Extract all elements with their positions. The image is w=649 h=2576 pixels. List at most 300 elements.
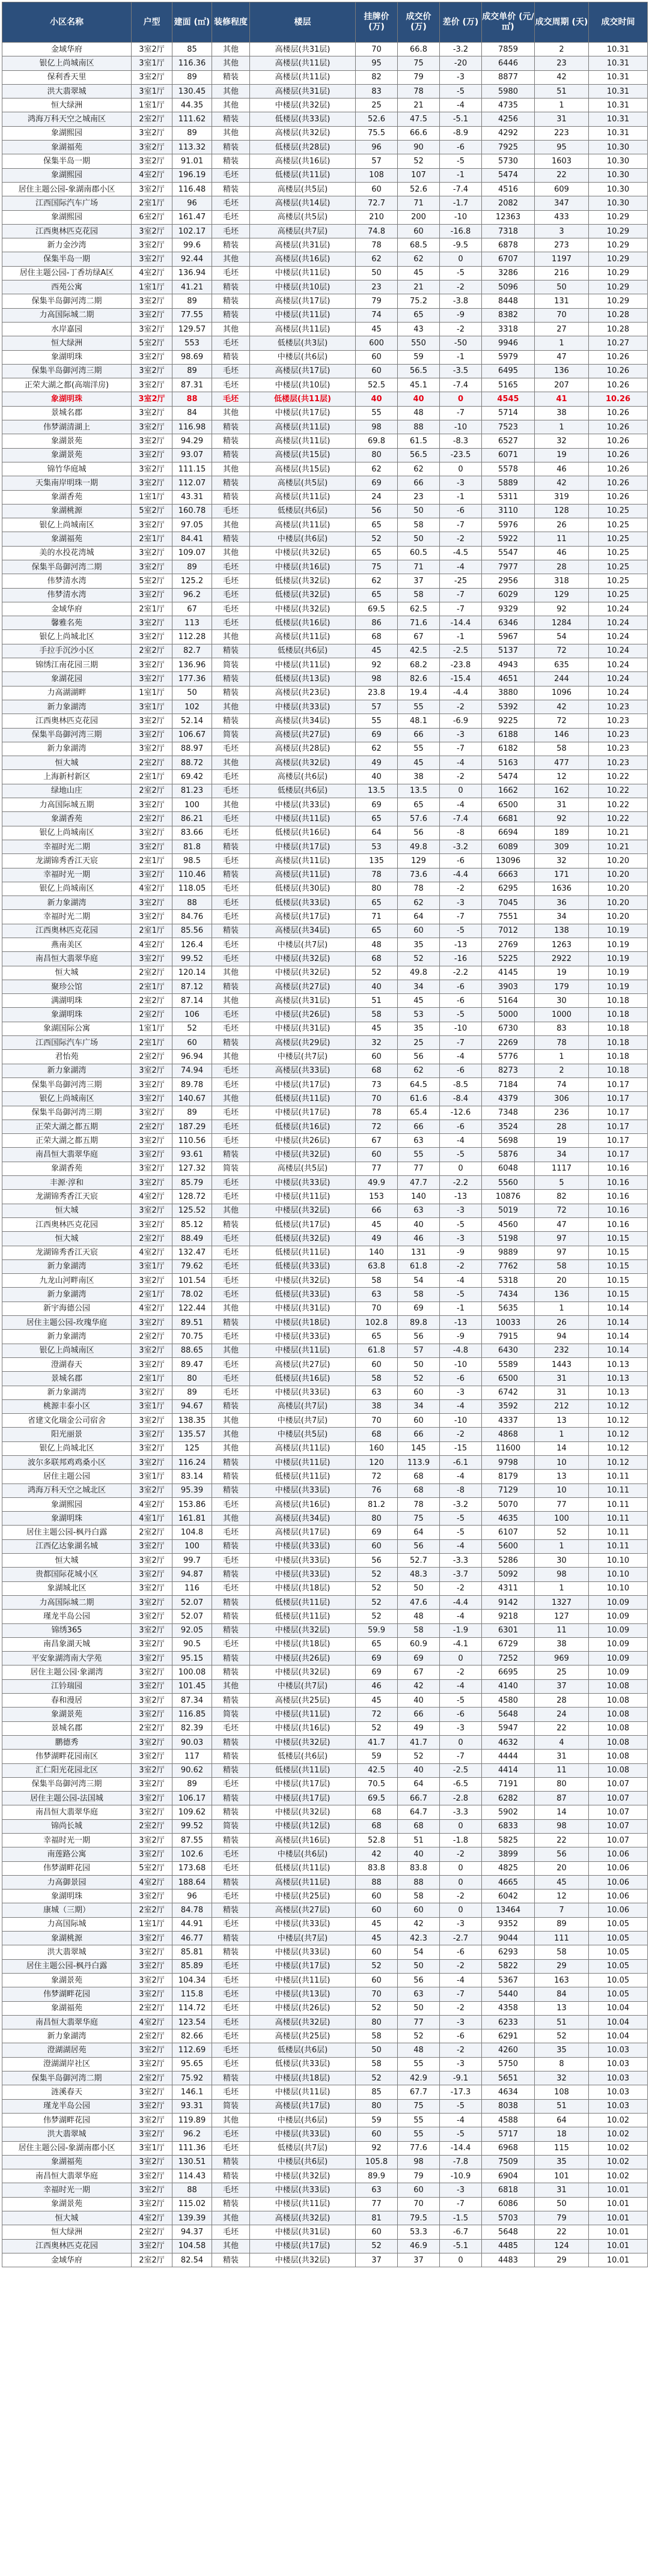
table-cell: -1	[440, 350, 482, 364]
table-cell: -1.8	[440, 1834, 482, 1847]
table-cell: 52.14	[172, 714, 212, 728]
table-cell: 高楼层(共6层)	[250, 770, 356, 784]
table-cell: 居住主题公园-丁香坊绿A区	[2, 266, 132, 280]
table-cell: 3室2厅	[132, 392, 172, 406]
table-cell: 中楼层(共7层)	[250, 938, 356, 952]
table-row	[2, 141, 648, 154]
table-cell: 93.07	[172, 448, 212, 462]
table-cell: 10.08	[589, 1679, 648, 1693]
table-cell: 10.07	[589, 1777, 648, 1791]
table-cell: 82.39	[172, 1721, 212, 1735]
table-cell: 83	[535, 1022, 589, 1035]
table-cell: 118.05	[172, 882, 212, 896]
table-cell: -8.3	[440, 434, 482, 448]
table-cell: 3室1厅	[132, 2141, 172, 2155]
table-cell: 中楼层(共16层)	[250, 560, 356, 574]
table-cell: 精装	[212, 2155, 250, 2169]
table-cell: 其他	[212, 966, 250, 980]
table-cell: -4	[440, 1610, 482, 1623]
table-cell: 中楼层(共32层)	[250, 1665, 356, 1679]
table-row	[2, 1204, 648, 1217]
table-cell: 10.04	[589, 2015, 648, 2029]
table-cell: 51	[535, 2099, 589, 2113]
table-cell: 41.7	[398, 1735, 440, 1749]
table-cell: 毛坯	[212, 1637, 250, 1651]
table-row	[2, 406, 648, 420]
table-row	[2, 1847, 648, 1861]
table-cell: 其他	[212, 1050, 250, 1064]
table-cell: 精装	[212, 350, 250, 364]
table-cell: -1.7	[440, 196, 482, 210]
table-cell: 8273	[482, 1064, 535, 1077]
table-row	[2, 322, 648, 336]
table-cell: 21	[398, 98, 440, 112]
table-cell: 0	[440, 1861, 482, 1875]
table-cell: 2082	[482, 196, 535, 210]
table-cell: 3室2厅	[132, 1344, 172, 1357]
table-cell: 72	[535, 714, 589, 728]
table-cell: 3室2厅	[132, 434, 172, 448]
table-cell: 138.35	[172, 1414, 212, 1428]
table-cell: 84	[535, 1987, 589, 2001]
table-row	[2, 1652, 648, 1665]
table-cell: 10.23	[589, 742, 648, 756]
table-cell: 10.23	[589, 714, 648, 728]
table-cell: 52	[356, 966, 398, 980]
table-cell: 3	[535, 224, 589, 238]
table-cell: 72	[535, 1204, 589, 1217]
table-cell: 10.11	[589, 1497, 648, 1511]
table-cell: 6042	[482, 1890, 535, 1903]
table-cell: 低楼层(共33层)	[250, 1288, 356, 1302]
table-cell: 5776	[482, 1050, 535, 1064]
table-cell: 6301	[482, 1623, 535, 1637]
table-row	[2, 2043, 648, 2057]
table-row	[2, 1750, 648, 1763]
table-cell: 9218	[482, 1610, 535, 1623]
table-cell: 中楼层(共17层)	[250, 840, 356, 853]
table-row	[2, 1805, 648, 1819]
table-cell: 51	[398, 1834, 440, 1847]
table-row	[2, 364, 648, 378]
table-cell: 82.66	[172, 2029, 212, 2043]
table-cell: 10.09	[589, 1595, 648, 1609]
table-cell: 10.09	[589, 1652, 648, 1665]
table-cell: 8	[535, 2057, 589, 2071]
table-cell: 29	[535, 2253, 589, 2267]
table-cell: 中楼层(共11层)	[250, 658, 356, 672]
table-cell: 61.8	[398, 1259, 440, 1273]
table-cell: 84.78	[172, 1903, 212, 1917]
table-cell: 56.5	[398, 364, 440, 378]
table-cell: 恒大绿洲	[2, 336, 132, 350]
table-cell: 10.03	[589, 2057, 648, 2071]
table-cell: 其他	[212, 518, 250, 532]
table-cell: 45	[356, 644, 398, 658]
table-row	[2, 2015, 648, 2029]
table-cell: -3	[440, 896, 482, 910]
table-cell: 55	[398, 2127, 440, 2141]
table-cell: 61.8	[356, 1344, 398, 1357]
table-cell: -4	[440, 798, 482, 812]
table-cell: -4	[440, 98, 482, 112]
table-cell: 34	[398, 980, 440, 993]
deal-table	[2, 2, 648, 2267]
table-cell: 89	[172, 1777, 212, 1791]
table-cell: 其他	[212, 546, 250, 560]
table-cell: 46	[535, 546, 589, 560]
table-cell: 28	[535, 1694, 589, 1708]
table-cell: 75.2	[398, 294, 440, 308]
table-cell: 春和漫居	[2, 1694, 132, 1708]
table-cell: 精装	[212, 686, 250, 700]
table-cell: 92.05	[172, 1623, 212, 1637]
table-cell: 5096	[482, 280, 535, 294]
column-header: 成交周期 (天)	[535, 2, 589, 43]
table-cell: 2室1厅	[132, 770, 172, 784]
table-cell: 89.51	[172, 1316, 212, 1330]
column-header: 装修程度	[212, 2, 250, 43]
table-cell: 100	[172, 1539, 212, 1553]
table-cell: 3室2厅	[132, 1064, 172, 1077]
table-cell: 68	[356, 1428, 398, 1441]
table-cell: 40	[356, 770, 398, 784]
table-row	[2, 1077, 648, 1091]
table-cell: 79	[356, 294, 398, 308]
table-row	[2, 154, 648, 168]
table-cell: 9329	[482, 602, 535, 616]
table-cell: 保集半岛一期	[2, 154, 132, 168]
table-cell: 2室2厅	[132, 1903, 172, 1917]
table-cell: 97	[535, 1246, 589, 1259]
table-cell: 51	[356, 994, 398, 1008]
table-cell: -23.5	[440, 448, 482, 462]
table-cell: 0	[440, 1735, 482, 1749]
table-cell: 115	[535, 2141, 589, 2155]
table-cell: 52	[356, 2239, 398, 2253]
table-cell: 精装	[212, 112, 250, 126]
table-row	[2, 1092, 648, 1106]
table-cell: 10.11	[589, 1526, 648, 1539]
table-cell: 50	[535, 280, 589, 294]
table-cell: 10.02	[589, 2169, 648, 2183]
table-cell: 5165	[482, 378, 535, 392]
table-cell: 简装	[212, 728, 250, 742]
table-cell: 中楼层(共6层)	[250, 350, 356, 364]
table-cell: -6	[440, 1945, 482, 1959]
table-cell: 42	[398, 1917, 440, 1931]
table-row	[2, 560, 648, 574]
table-cell: 0	[440, 1162, 482, 1175]
table-cell: 7184	[482, 1077, 535, 1091]
table-cell: 110.46	[172, 868, 212, 882]
table-cell: 80	[172, 1372, 212, 1386]
table-cell: 10.15	[589, 1274, 648, 1288]
table-cell: 0	[440, 784, 482, 798]
table-cell: 4	[535, 1735, 589, 1749]
table-cell: -4	[440, 1679, 482, 1693]
table-cell: 2室2厅	[132, 1120, 172, 1133]
table-cell: 45	[398, 994, 440, 1008]
table-cell: 13096	[482, 854, 535, 868]
table-cell: 1636	[535, 882, 589, 896]
table-cell: 108	[356, 168, 398, 182]
table-cell: 58	[398, 1623, 440, 1637]
table-cell: 62.5	[398, 602, 440, 616]
table-cell: 澄湖湖居苑	[2, 2043, 132, 2057]
table-cell: 75	[356, 560, 398, 574]
table-cell: 63.8	[356, 1259, 398, 1273]
table-cell: 新力象湖湾	[2, 896, 132, 910]
table-cell: 银亿上尚城北区	[2, 1441, 132, 1455]
table-cell: -15.4	[440, 672, 482, 686]
table-cell: 10.09	[589, 1637, 648, 1651]
table-cell: 200	[398, 210, 440, 224]
table-cell: 居住主题公园-法国城	[2, 1792, 132, 1805]
table-cell: 124	[535, 2239, 589, 2253]
table-cell: 精装	[212, 1932, 250, 1945]
table-cell: 幸福时光一期	[2, 868, 132, 882]
table-cell: 贵都国际花城小区	[2, 1568, 132, 1581]
table-cell: 65	[356, 896, 398, 910]
table-cell: 92	[535, 602, 589, 616]
table-cell: 65	[356, 588, 398, 602]
table-cell: 中楼层(共33层)	[250, 1483, 356, 1497]
table-cell: 银亿上尚城南区	[2, 882, 132, 896]
table-cell: 中楼层(共31层)	[250, 1302, 356, 1315]
table-cell: 5750	[482, 2057, 535, 2071]
table-cell: 精装	[212, 2197, 250, 2211]
table-cell: 60	[398, 224, 440, 238]
table-cell: 10.06	[589, 1890, 648, 1903]
table-cell: 毛坯	[212, 1497, 250, 1511]
table-cell: 56	[398, 826, 440, 840]
table-cell: 5902	[482, 1805, 535, 1819]
table-cell: 幸福时光一期	[2, 2183, 132, 2197]
table-cell: 象湖福苑	[2, 532, 132, 546]
table-cell: 82	[535, 1190, 589, 1204]
table-cell: 34	[398, 1399, 440, 1413]
table-cell: 力高御景园	[2, 1875, 132, 1889]
table-cell: 86.21	[172, 812, 212, 826]
table-cell: 高楼层(共16层)	[250, 252, 356, 266]
table-cell: 3室2厅	[132, 1665, 172, 1679]
table-row	[2, 616, 648, 630]
table-cell: 62	[356, 462, 398, 476]
table-cell: 10	[535, 1455, 589, 1469]
table-cell: 75	[398, 56, 440, 70]
table-cell: 89	[172, 560, 212, 574]
table-cell: 90.62	[172, 1763, 212, 1777]
table-cell: -6.5	[440, 1777, 482, 1791]
table-cell: 10.08	[589, 1694, 648, 1708]
table-cell: 25	[398, 1036, 440, 1050]
table-row	[2, 210, 648, 224]
table-cell: 80	[356, 448, 398, 462]
table-cell: 中楼层(共32层)	[250, 1274, 356, 1288]
table-cell: 112.07	[172, 476, 212, 490]
table-cell: -9.1	[440, 2071, 482, 2085]
table-cell: 97.05	[172, 518, 212, 532]
table-cell: 3室2厅	[132, 252, 172, 266]
table-cell: 低楼层(共17层)	[250, 1217, 356, 1231]
table-cell: 90	[398, 141, 440, 154]
table-cell: 111.15	[172, 462, 212, 476]
table-cell: 89	[172, 364, 212, 378]
table-cell: 精装	[212, 980, 250, 993]
table-cell: 74.94	[172, 1064, 212, 1077]
table-cell: 7509	[482, 2155, 535, 2169]
table-cell: 4室1厅	[132, 1512, 172, 1526]
table-row	[2, 910, 648, 924]
table-cell: 3室2厅	[132, 1148, 172, 1162]
table-cell: 新力象湖湾	[2, 1259, 132, 1273]
table-cell: 140.67	[172, 1092, 212, 1106]
table-cell: 52	[356, 1610, 398, 1623]
table-cell: 3室2厅	[132, 1834, 172, 1847]
table-cell: 低楼层(共6层)	[250, 504, 356, 518]
table-cell: 4560	[482, 1217, 535, 1231]
table-cell: 2室2厅	[132, 1330, 172, 1344]
table-cell: 40	[398, 1694, 440, 1708]
table-cell: 40	[356, 980, 398, 993]
table-cell: 2室2厅	[132, 1721, 172, 1735]
table-cell: 3室2厅	[132, 798, 172, 812]
table-cell: 98	[535, 1568, 589, 1581]
table-cell: 10.26	[589, 350, 648, 364]
table-cell: 77.6	[398, 2141, 440, 2155]
table-cell: 4室2厅	[132, 1302, 172, 1315]
table-cell: -3.2	[440, 840, 482, 853]
table-cell: 新力象湖湾	[2, 2029, 132, 2043]
table-cell: 1284	[535, 616, 589, 630]
table-cell: 低楼层(共11层)	[250, 1763, 356, 1777]
table-cell: 3室2厅	[132, 630, 172, 644]
table-cell: 67	[172, 602, 212, 616]
table-cell: 简装	[212, 1819, 250, 1833]
table-cell: 60	[398, 2183, 440, 2197]
table-cell: 10.09	[589, 1665, 648, 1679]
table-cell: 2室2厅	[132, 756, 172, 770]
column-header: 挂牌价 (万)	[356, 2, 398, 43]
table-cell: 象湖明珠	[2, 350, 132, 364]
table-cell: 毛坯	[212, 210, 250, 224]
table-cell: 低楼层(共11层)	[250, 1470, 356, 1483]
table-row	[2, 1792, 648, 1805]
table-cell: 1443	[535, 1357, 589, 1371]
table-cell: 52.8	[356, 1834, 398, 1847]
table-cell: -10	[440, 1414, 482, 1428]
table-cell: 63	[356, 1288, 398, 1302]
table-cell: 毛坯	[212, 2001, 250, 2015]
table-cell: 锦竹华庭城	[2, 462, 132, 476]
table-cell: 83.8	[398, 1861, 440, 1875]
table-cell: 84.76	[172, 910, 212, 924]
table-cell: 10.26	[589, 420, 648, 434]
table-cell: 5648	[482, 1708, 535, 1721]
table-cell: 2	[535, 43, 589, 56]
table-cell: 81.8	[172, 840, 212, 853]
table-cell: 109.07	[172, 546, 212, 560]
table-cell: 其他	[212, 1302, 250, 1315]
table-row	[2, 896, 648, 910]
table-cell: 保集半岛御河湾二期	[2, 294, 132, 308]
table-cell: 10.31	[589, 84, 648, 98]
table-cell: 98.69	[172, 350, 212, 364]
table-cell: 3室2厅	[132, 378, 172, 392]
table-cell: -2.2	[440, 966, 482, 980]
table-row	[2, 1414, 648, 1428]
table-cell: 高楼层(共11层)	[250, 1441, 356, 1455]
table-cell: 其他	[212, 1414, 250, 1428]
table-cell: 79.5	[398, 2211, 440, 2225]
table-cell: 10.04	[589, 2029, 648, 2043]
table-cell: 116.24	[172, 1455, 212, 1469]
table-row	[2, 1819, 648, 1833]
table-cell: 毛坯	[212, 1847, 250, 1861]
table-cell: 3室2厅	[132, 308, 172, 322]
table-cell: 8382	[482, 308, 535, 322]
table-cell: 毛坯	[212, 1232, 250, 1246]
table-cell: 精装	[212, 1455, 250, 1469]
table-cell: 10.08	[589, 1750, 648, 1763]
table-cell: 毛坯	[212, 364, 250, 378]
table-cell: 精装	[212, 182, 250, 196]
table-cell: 低楼层(共32层)	[250, 574, 356, 588]
table-cell: 伟梦清水湾	[2, 588, 132, 602]
table-cell: 其他	[212, 98, 250, 112]
table-cell: 西苑公寓	[2, 280, 132, 294]
table-cell: 309	[535, 840, 589, 853]
table-cell: 95.65	[172, 2057, 212, 2071]
table-cell: 居住主题公园-象湖南郡小区	[2, 182, 132, 196]
table-cell: 低楼层(共11层)	[250, 1595, 356, 1609]
table-cell: 10.16	[589, 1162, 648, 1175]
table-cell: 保利香天里	[2, 70, 132, 84]
table-cell: 85.12	[172, 1217, 212, 1231]
table-cell: 236	[535, 1106, 589, 1120]
table-cell: 50	[398, 1581, 440, 1595]
table-row	[2, 574, 648, 588]
table-cell: 低楼层(共33层)	[250, 112, 356, 126]
table-cell: 88.49	[172, 1232, 212, 1246]
table-cell: 45	[398, 756, 440, 770]
table-cell: 中楼层(共32层)	[250, 546, 356, 560]
table-cell: 85	[356, 2085, 398, 2099]
table-cell: 银亿上尚城南区	[2, 518, 132, 532]
table-row	[2, 1595, 648, 1609]
table-cell: 伟梦清水湾	[2, 574, 132, 588]
table-cell: 67.7	[398, 2085, 440, 2099]
table-cell: 68	[356, 630, 398, 644]
table-cell: -6	[440, 1120, 482, 1133]
table-cell: -3.7	[440, 1568, 482, 1581]
table-cell: 南昌象湖天城	[2, 1637, 132, 1651]
table-cell: 19	[535, 966, 589, 980]
table-cell: 中楼层(共32层)	[250, 2169, 356, 2183]
table-cell: 3室2厅	[132, 2169, 172, 2183]
table-cell: 平安象湖湾南大学苑	[2, 1652, 132, 1665]
table-cell: -13	[440, 938, 482, 952]
table-cell: 其他	[212, 1204, 250, 1217]
table-cell: 10.16	[589, 1176, 648, 1190]
table-cell: 中楼层(共33层)	[250, 700, 356, 714]
table-row	[2, 882, 648, 896]
table-cell: 108	[535, 2085, 589, 2099]
table-row	[2, 1987, 648, 2001]
table-cell: 116	[172, 1581, 212, 1595]
table-cell: 42.5	[398, 644, 440, 658]
